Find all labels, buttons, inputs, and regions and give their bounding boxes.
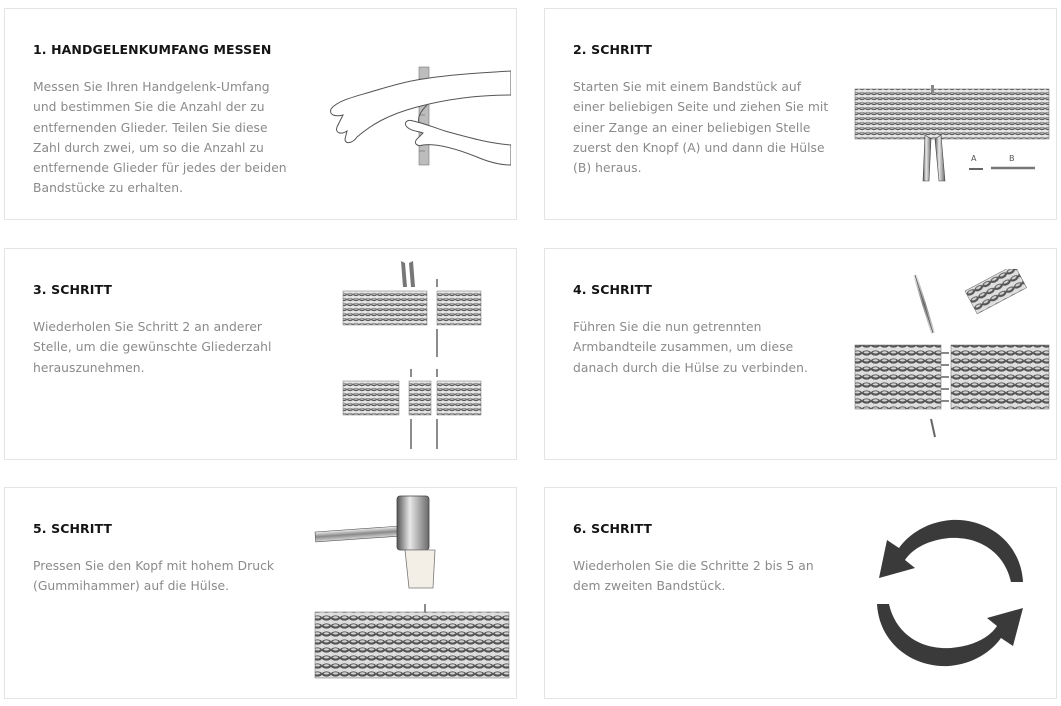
step-title: 4. SCHRITT xyxy=(573,282,653,297)
step-card-5 xyxy=(4,487,517,699)
step-text: Pressen Sie den Kopf mit hohem Druck (Gummihammer) auf die Hülse. xyxy=(33,559,275,594)
step-card-4 xyxy=(544,248,1057,460)
label-a: A xyxy=(971,154,977,163)
step-text: Wiederholen Sie die Schritte 2 bis 5 an dem zweiten Bandstück. xyxy=(573,559,814,594)
step-card-3 xyxy=(4,248,517,460)
step-title: 2. SCHRITT xyxy=(573,42,653,57)
repeat-arrows-icon xyxy=(871,510,1031,676)
step-title: 5. SCHRITT xyxy=(33,521,113,536)
step-title: 6. SCHRITT xyxy=(573,521,653,536)
mesh-band-pliers-icon xyxy=(853,81,1051,187)
step-card-1 xyxy=(4,8,517,220)
hand-measuring-icon xyxy=(327,65,511,175)
label-b: B xyxy=(1009,154,1015,163)
step-card-2 xyxy=(544,8,1057,220)
step-text: Führen Sie die nun getrennten Armbandteile zusammen, um diese danach durch die Hülse zu verbinden. xyxy=(573,320,808,375)
mesh-band-join-icon xyxy=(853,269,1051,441)
step-text: Starten Sie mit einem Bandstück auf einer beliebigen Seite und ziehen Sie mit einer Zange an einer beliebigen Stelle zuerst den Knopf (A) und dann die Hülse (B) heraus. xyxy=(573,80,829,176)
step-text: Wiederholen Sie Schritt 2 an anderer Stelle, um die gewünschte Gliederzahl herauszunehmen. xyxy=(33,320,272,375)
step-title: 3. SCHRITT xyxy=(33,282,113,297)
mesh-band-split-icon xyxy=(341,257,483,453)
hammer-mesh-icon xyxy=(313,494,511,680)
step-text: Messen Sie Ihren Handgelenk-Umfang und bestimmen Sie die Anzahl der zu entfernenden Glieder. Teilen Sie diese Zahl durch zwei, um so die Anzahl zu entfernende Glieder für jedes der beiden Bandstücke zu erhalten. xyxy=(33,80,287,196)
step-card-6 xyxy=(544,487,1057,699)
step-title: 1. HANDGELENKUMFANG MESSEN xyxy=(33,42,272,57)
